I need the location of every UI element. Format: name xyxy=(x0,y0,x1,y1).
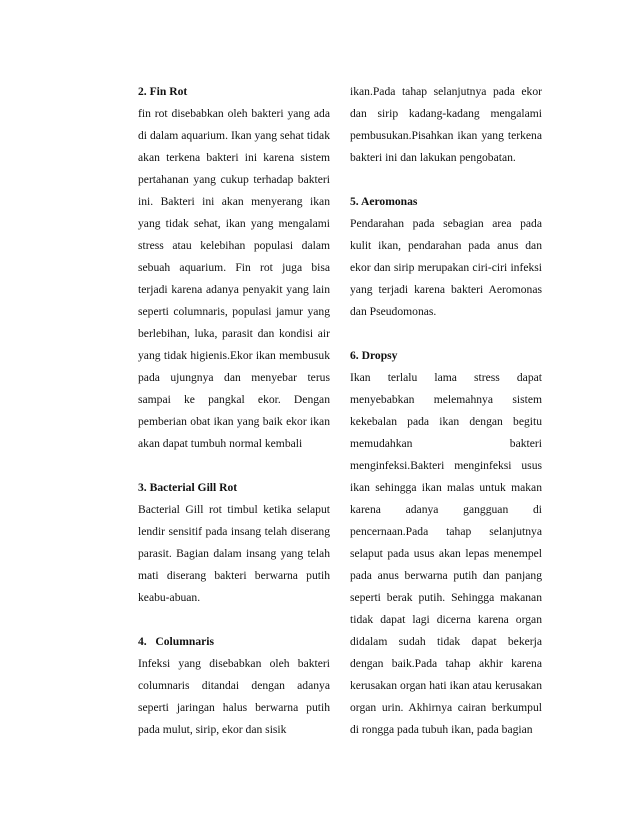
section-spacer xyxy=(138,455,330,477)
section-heading-columnaris: 4. Columnaris xyxy=(138,635,215,648)
section-heading-aeromonas: 5. Aeromonas xyxy=(350,195,418,208)
section-body-dropsy: Ikan terlalu lama stress dapat menyebabkan melemahnya sistem kekebalan pada ikan dengan begitu memudahkan bakteri menginfeksi.Bakteri menginfeksi usus ikan sehingga ikan malas untuk makan karena adanya gangguan di pencernaan.Pada tahap selanjutnya selaput pada usus akan lepas menempel pada anus berwarna putih dan panjang seperti berak putih. Sehingga makanan tidak dapat lagi dicerna karena organ didalam sudah tidak dapat bekerja dengan baik.Pada tahap akhir karena kerusakan organ hati ikan atau kerusakan organ urin. Akhirnya cairan berkumpul di rongga pada tubuh ikan, pada bagian xyxy=(350,371,542,736)
section-body-fin-rot: fin rot disebabkan oleh bakteri yang ada di dalam aquarium. Ikan yang sehat tidak akan terkena bakteri ini karena sistem pertahanan yang cukup terhadap bakteri ini. Bakteri ini akan menyerang ikan yang tidak sehat, ikan yang mengalami stress atau kelebihan populasi dalam sebuah aquarium. Fin rot juga bisa terjadi karena adanya penyakit yang lain seperti columnaris, populasi jamur yang berlebihan, luka, parasit dan kondisi air yang tidak higienis.Ekor ikan membusuk pada ujungnya dan menyebar terus sampai ke pangkal ekor. Dengan pemberian obat ikan yang baik ekor ikan akan dapat tumbuh normal kembali xyxy=(138,107,330,450)
section-spacer xyxy=(350,169,542,191)
section-body-columnaris-continued: ikan.Pada tahap selanjutnya pada ekor dan sirip kadang-kadang mengalami pembusukan.Pisahkan ikan yang terkena bakteri ini dan lakukan pengobatan. xyxy=(350,85,542,164)
section-spacer xyxy=(138,609,330,631)
right-column xyxy=(350,81,542,741)
section-body-aeromonas: Pendarahan pada sebagian area pada kulit ikan, pendarahan pada anus dan ekor dan sirip merupakan ciri-ciri infeksi yang terjadi karena bakteri Aeromonas dan Pseudomonas. xyxy=(350,217,542,318)
section-heading-dropsy: 6. Dropsy xyxy=(350,349,398,362)
left-column xyxy=(138,81,330,741)
section-body-columnaris: Infeksi yang disebabkan oleh bakteri columnaris ditandai dengan adanya seperti jaringan halus berwarna putih pada mulut, sirip, ekor dan sisik xyxy=(138,657,330,736)
section-body-bacterial-gill-rot: Bacterial Gill rot timbul ketika selaput lendir sensitif pada insang telah diserang parasit. Bagian dalam insang yang telah mati diserang bakteri berwarna putih keabu-abuan. xyxy=(138,503,330,604)
section-heading-fin-rot: 2. Fin Rot xyxy=(138,85,188,98)
section-heading-bacterial-gill-rot: 3. Bacterial Gill Rot xyxy=(138,481,238,494)
section-spacer xyxy=(350,323,542,345)
